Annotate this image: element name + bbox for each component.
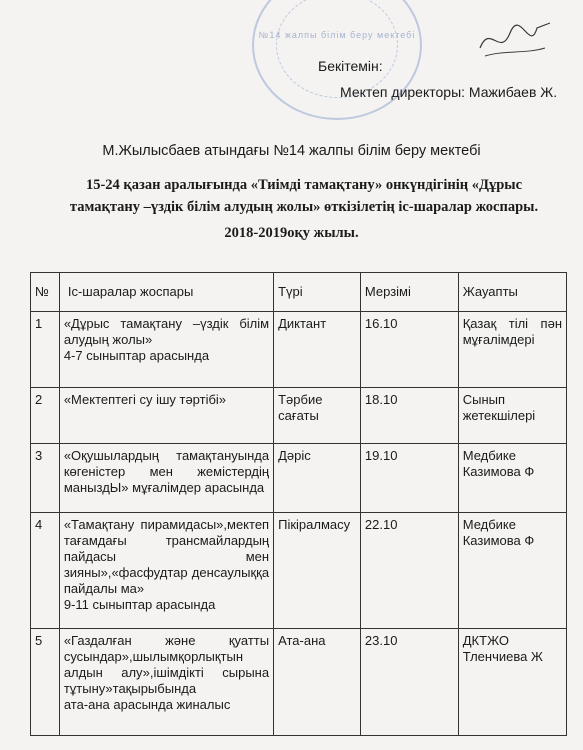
header-num: № [31,273,60,312]
signature [475,18,555,63]
row-type: Диктант [274,312,361,388]
row-responsible: Қазақ тілі пән мұғалімдері [458,312,566,388]
row-responsible: Сынып жетекшілері [458,388,566,444]
header-responsible: Жауапты [458,273,566,312]
approve-label: Бекітемін: [318,58,383,74]
row-num: 4 [31,513,60,629]
table-row [31,444,567,513]
table-row [31,629,567,736]
row-responsible: ДКТЖО Тленчиева Ж [458,629,566,736]
row-num: 5 [31,629,60,736]
row-plan: «Газдалған және қуатты сусындар»,шылымқорлықтын алдын алу»,ішімдікті сырына тұтыну»тақырыбында ата-ана арасында жиналыс [59,629,273,736]
row-date: 19.10 [360,444,458,513]
row-responsible: Медбике Казимова Ф [458,444,566,513]
row-plan: «Дұрыс тамақтану –үздік білім алудың жолы» 4-7 сыныптар арасында [59,312,273,388]
events-table [30,272,567,736]
academic-year: 2018-2019оқу жылы. [224,225,359,241]
row-responsible: Медбике Казимова Ф [458,513,566,629]
row-date: 22.10 [360,513,458,629]
row-type: Ата-ана [274,629,361,736]
plan-title: 15-24 қазан аралығында «Тиімді тамақтану» онкүндігінің «Дұрыс тамақтану –үздік білім алудың жолы» өткізілетің іс-шаралар жоспары. [69,177,539,215]
table-row [31,513,567,629]
school-name: М.Жылысбаев атындағы №14 жалпы білім беру мектебі [102,143,481,159]
row-type: Дәріс [274,444,361,513]
table-row [31,388,567,444]
header-type: Түрі [274,273,361,312]
row-num: 1 [31,312,60,388]
stamp-text: №14 жалпы білім беру мектебі [258,30,416,40]
row-num: 2 [31,388,60,444]
row-date: 18.10 [360,388,458,444]
row-plan: «Тамақтану пирамидасы»,мектеп тағамдағы трансмайлардың пайдасы мен зияны»,«фасфудтар денсаулыққа пайдалы ма» 9-11 сыныптар арасында [59,513,273,629]
row-type: Тәрбие сағаты [274,388,361,444]
row-plan: «Мектептегі су ішу тәртібі» [59,388,273,444]
table-row [31,312,567,388]
row-type: Пікіралмасу [274,513,361,629]
director-line: Мектеп директоры: Мажибаев Ж. [340,84,558,100]
header-date: Мерзімі [360,273,458,312]
table-header-row [31,273,567,312]
row-date: 23.10 [360,629,458,736]
header-plan: Іс-шаралар жоспары [59,273,273,312]
row-date: 16.10 [360,312,458,388]
row-num: 3 [31,444,60,513]
row-plan: «Оқушылардың тамақтануында көгеністер мен жемістердің маныздЫ» мұғалімдер арасында [59,444,273,513]
